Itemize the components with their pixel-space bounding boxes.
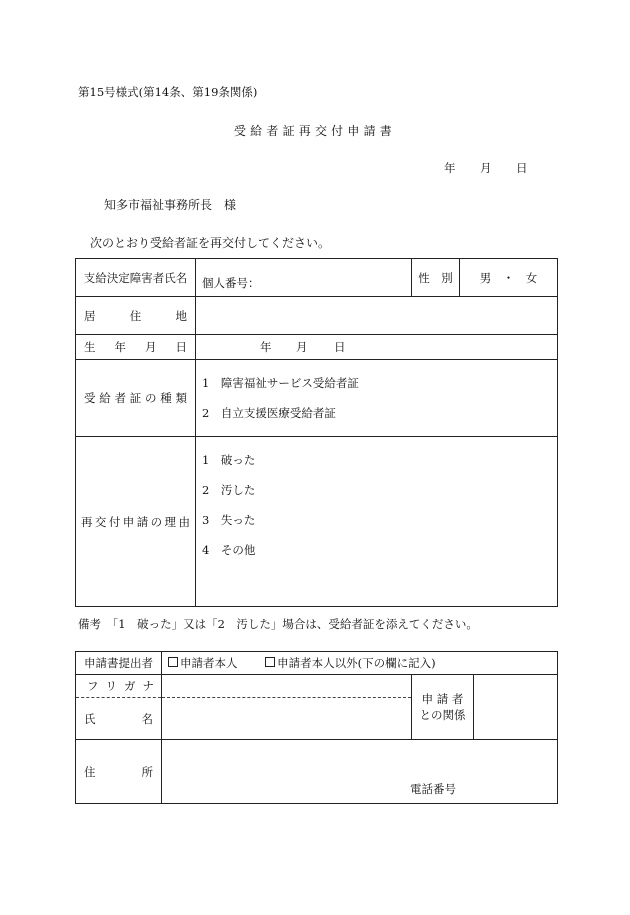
type-options bbox=[196, 360, 558, 437]
type-label-char: 証 bbox=[129, 391, 142, 405]
reason-options bbox=[196, 437, 558, 607]
reason-option[interactable]: 3 失った bbox=[202, 513, 256, 527]
submitter-name-label bbox=[76, 698, 162, 740]
date-month: 月 bbox=[480, 161, 492, 175]
id-number-label: 個人番号： bbox=[202, 276, 260, 290]
furigana-label-char: フ bbox=[87, 679, 99, 693]
submitter-address-field[interactable] bbox=[162, 740, 558, 804]
reason-label-char: 理 bbox=[164, 514, 177, 529]
name-label-char: 氏 bbox=[84, 711, 96, 726]
submitter-table bbox=[75, 651, 558, 804]
furigana-label-char: リ bbox=[105, 679, 117, 693]
type-option[interactable]: 2 自立支援医療受給者証 bbox=[202, 406, 336, 420]
birth-day-unit: 日 bbox=[334, 340, 346, 354]
type-label bbox=[76, 360, 196, 437]
birth-label-char: 日 bbox=[175, 340, 187, 354]
document-title: 受給者証再交付申請書 bbox=[233, 124, 396, 138]
name-label: 支給決定障害者氏名 bbox=[76, 259, 196, 297]
birth-row bbox=[76, 335, 558, 360]
reason-label-char: 付 bbox=[108, 514, 121, 529]
birth-year-unit: 年 bbox=[260, 340, 272, 354]
furigana-row bbox=[76, 675, 558, 698]
birth-field[interactable] bbox=[196, 335, 558, 360]
furigana-label bbox=[76, 675, 162, 698]
reason-label bbox=[76, 437, 196, 607]
address-label-char: 住 bbox=[84, 764, 96, 779]
date-line bbox=[444, 160, 528, 176]
reason-option[interactable]: 4 その他 bbox=[202, 543, 256, 557]
intro-text: 次のとおり受給者証を再交付してください。 bbox=[90, 236, 331, 250]
address-label-char: 地 bbox=[175, 308, 187, 323]
notes: 備考 「1 破った」又は「2 汚した」場合は、受給者証を添えてください。 bbox=[78, 617, 478, 631]
relation-label bbox=[412, 675, 474, 740]
type-label-char: 給 bbox=[99, 391, 111, 405]
main-form-table bbox=[75, 258, 558, 607]
furigana-label-char: ナ bbox=[142, 679, 154, 693]
type-label-char: 種 bbox=[160, 391, 172, 405]
gender-options[interactable]: 男 ・ 女 bbox=[460, 259, 558, 297]
self-option-label: 申請者本人 bbox=[180, 656, 238, 670]
reason-label-char: 請 bbox=[136, 514, 149, 529]
self-checkbox[interactable] bbox=[168, 657, 178, 667]
address-label-char: 住 bbox=[129, 308, 142, 323]
submitter-address-row bbox=[76, 740, 558, 804]
reason-option[interactable]: 2 汚した bbox=[202, 483, 256, 497]
birth-label-char: 年 bbox=[114, 340, 126, 354]
birth-month-unit: 月 bbox=[296, 340, 308, 354]
other-checkbox[interactable] bbox=[265, 657, 275, 667]
addressee: 知多市福祉事務所長 様 bbox=[104, 198, 237, 212]
other-option-label: 申請者本人以外(下の欄に記入) bbox=[277, 656, 436, 670]
submitter-label: 申請書提出者 bbox=[76, 652, 162, 675]
submitter-row bbox=[76, 652, 558, 675]
date-day: 日 bbox=[516, 161, 528, 175]
reason-label-char: の bbox=[150, 514, 163, 529]
birth-label-char: 月 bbox=[145, 340, 157, 354]
type-option[interactable]: 1 障害福祉サービス受給者証 bbox=[202, 376, 359, 390]
type-row bbox=[76, 360, 558, 437]
birth-label bbox=[76, 335, 196, 360]
reason-label-char: 交 bbox=[94, 514, 107, 529]
furigana-field[interactable] bbox=[162, 675, 412, 698]
submitter-name-field[interactable] bbox=[162, 698, 412, 740]
name-row bbox=[76, 259, 558, 297]
name-label-char: 名 bbox=[141, 711, 153, 726]
address-field[interactable] bbox=[196, 297, 558, 335]
address-row bbox=[76, 297, 558, 335]
type-label-char: 受 bbox=[84, 391, 96, 405]
relation-field[interactable] bbox=[474, 675, 558, 740]
address-label-char: 居 bbox=[84, 308, 96, 323]
type-label-char: の bbox=[145, 391, 157, 405]
address-label bbox=[76, 297, 196, 335]
birth-label-char: 生 bbox=[84, 340, 96, 354]
gender-label: 性 別 bbox=[412, 259, 460, 297]
reason-label-char: 再 bbox=[81, 514, 93, 529]
address-label-char: 所 bbox=[141, 764, 153, 779]
date-year: 年 bbox=[444, 161, 456, 175]
type-label-char: 者 bbox=[114, 391, 126, 405]
reason-row bbox=[76, 437, 558, 607]
phone-label: 電話番号 bbox=[410, 782, 456, 796]
submitter-address-label bbox=[76, 740, 162, 804]
name-field[interactable] bbox=[196, 259, 412, 297]
reason-label-char: 由 bbox=[178, 514, 190, 529]
furigana-label-char: ガ bbox=[124, 679, 136, 693]
reason-option[interactable]: 1 破った bbox=[202, 453, 256, 467]
relation-label-line: 申 請 者 bbox=[421, 692, 464, 706]
form-id: 第15号様式(第14条、第19条関係) bbox=[78, 85, 258, 99]
relation-label-line: との関係 bbox=[419, 708, 466, 722]
submitter-options bbox=[162, 652, 558, 675]
reason-label-char: 申 bbox=[122, 514, 135, 529]
type-label-char: 類 bbox=[175, 391, 187, 405]
